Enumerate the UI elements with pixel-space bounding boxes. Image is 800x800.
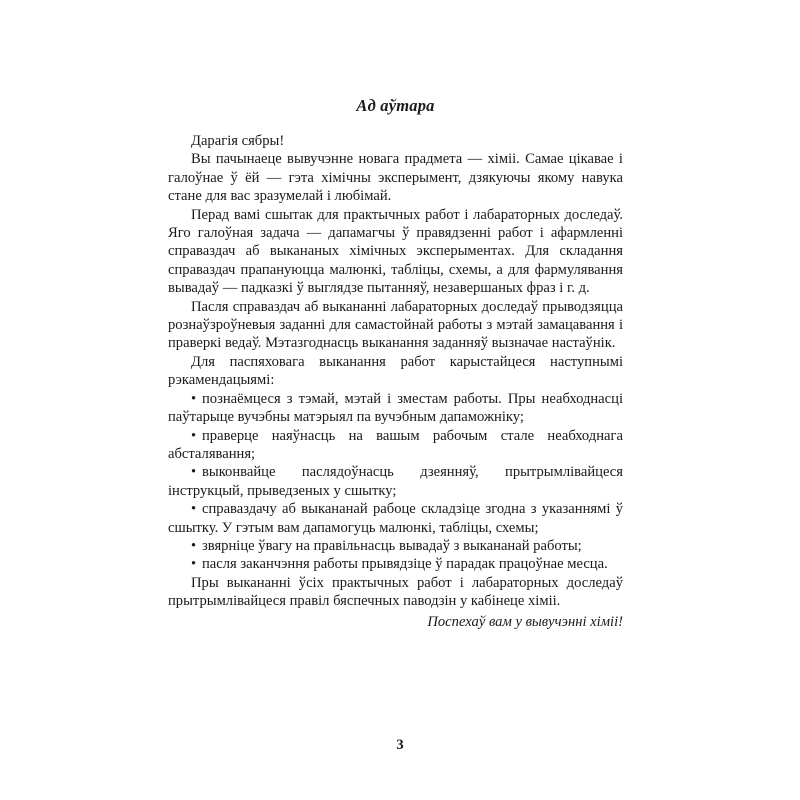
list-item bbox=[168, 390, 623, 427]
bullet-icon: • bbox=[191, 537, 197, 554]
paragraph-workbook-purpose: Перад вамі сшытак для практычных работ і лабараторных доследаў. Яго галоўная задача — дапамагчы ў правядзенні работ і афармленні справаздач аб выкананых хімічных эксперыментах. Для складання справаздач прапануюцца малюнкі, табліцы, схемы, а для фармулявання вывадаў — падказкі ў выглядзе пытанняў, незавершаных фраз і г. д. bbox=[168, 206, 623, 297]
list-item bbox=[168, 463, 623, 500]
list-item-text: пасля заканчэння работы прывядзіце ў парадак працоўнае месца. bbox=[202, 556, 608, 573]
list-item-text: справаздачу аб выкананай рабоце складзіце згодна з указаннямі ў сшытку. У гэтым вам дапамогуць малюнкі, табліцы, схемы; bbox=[168, 501, 623, 536]
bullet-icon: • bbox=[191, 427, 197, 444]
recommendations-list bbox=[168, 390, 623, 574]
bullet-icon: • bbox=[191, 556, 197, 573]
list-item bbox=[168, 537, 623, 555]
list-item-text: выконвайце паслядоўнасць дзеянняў, прытрымлівайцеся інструкцый, прыведзеных у сшытку; bbox=[168, 464, 623, 499]
page-title: Ад аўтара bbox=[356, 96, 435, 115]
list-item-text: познаёмцеся з тэмай, мэтай і зместам работы. Пры неабходнасці паўтарыце вучэбны матэрыял па вучэбным дапаможніку; bbox=[168, 390, 623, 426]
paragraph-recommendations-intro: Для паспяховага выканання работ карыстайцеся наступнымі рэкамендацыямі: bbox=[168, 353, 623, 389]
paragraph-intro: Вы пачынаеце вывучэнне новага прадмета — хіміі. Самае цікавае і галоўнае ў ёй — гэта хімічны эксперымент, дзякуючы якому навука стане для вас зразумелай і любімай. bbox=[168, 151, 623, 205]
bullet-icon: • bbox=[191, 464, 197, 481]
paragraph-greeting: Дарагія сябры! bbox=[191, 133, 285, 149]
list-item bbox=[168, 555, 623, 573]
page-content bbox=[168, 96, 623, 631]
list-item-text: праверце наяўнасць на вашым рабочым стале неабходнага абсталявання; bbox=[168, 427, 623, 462]
page-number: 3 bbox=[396, 737, 404, 753]
list-item bbox=[168, 427, 623, 464]
paragraph-assignments: Пасля справаздач аб выкананні лабараторных доследаў прыводзяцца рознаўзроўневыя заданні для самастойнай работы з мэтай замацавання і праверкі ведаў. Мэтазгоднасць выканання заданняў вызначае настаўнік. bbox=[168, 298, 623, 352]
bullet-icon: • bbox=[191, 390, 197, 407]
paragraph-safety: Пры выкананні ўсіх практычных работ і лабараторных доследаў прытрымлівайцеся правіл бяспечных паводзін у кабінеце хіміі. bbox=[168, 574, 623, 610]
closing-wish: Поспехаў вам у вывучэнні хіміі! bbox=[427, 613, 623, 630]
list-item bbox=[168, 500, 623, 537]
bullet-icon: • bbox=[191, 501, 197, 518]
list-item-text: звярніце ўвагу на правільнасць вывадаў з выкананай работы; bbox=[202, 537, 582, 554]
